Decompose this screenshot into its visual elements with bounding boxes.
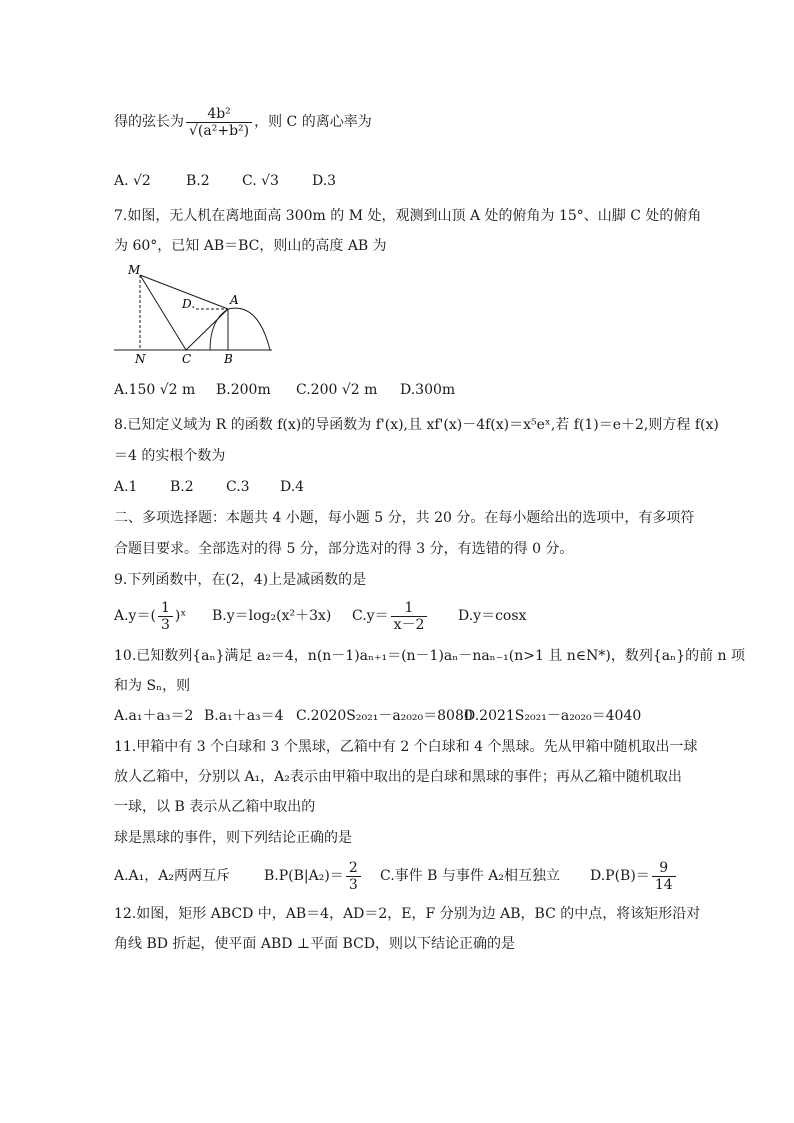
q10-option-b: B.a₁＋a₃＝4 [204, 708, 284, 724]
q10-options [114, 706, 641, 726]
label-b: B [224, 352, 233, 366]
q11-line2: 放人乙箱中，分别以 A₁，A₂表示由甲箱中取出的是白球和黑球的事件；再从乙箱中随机取出 [114, 769, 682, 785]
q11-d-num: 9 [659, 859, 669, 876]
q9-a-post: )ˣ [174, 608, 187, 624]
q11-b-frac [346, 860, 361, 893]
q11-b-pre: B.P(B|A₂)＝ [264, 868, 344, 884]
q11-line1: 11.甲箱中有 3 个白球和 3 个黑球，乙箱中有 2 个白球和 4 个黑球。先从甲箱中随机取出一球 [114, 739, 698, 755]
q9-a-pre: A.y＝( [114, 608, 156, 624]
mc-line [140, 275, 186, 350]
q9-option-c [352, 598, 458, 634]
q6-option-a: A. √2 [114, 173, 151, 189]
q7-option-b: B.200m [216, 382, 271, 398]
q7-line2: 为 60°，已知 AB＝BC，则山的高度 AB 为 [114, 238, 387, 254]
q9-a-num: 1 [160, 599, 170, 616]
q7-option-d: D.300m [400, 382, 456, 398]
q6-options [114, 171, 336, 191]
q11-option-c: C.事件 B 与事件 A₂相互独立 [380, 868, 561, 884]
q7-option-c: C.200 √2 m [296, 382, 378, 398]
q8-options [114, 477, 304, 497]
q7-figure [110, 262, 280, 366]
q12-line1: 12.如图，矩形 ABCD 中，AB＝4，AD＝2，E，F 分别为边 AB，BC 的中点，将该矩形沿对 [114, 906, 701, 922]
section2-line1: 二、多项选择题：本题共 4 小题，每小题 5 分，共 20 分。在每小题给出的选项中，有多项符 [114, 510, 695, 526]
q11-b-den: 3 [346, 876, 361, 893]
q11-d-frac [652, 860, 676, 893]
q9-a-frac [158, 600, 173, 633]
q10-option-a: A.a₁＋a₃＝2 [114, 708, 194, 724]
q10-line1: 10.已知数列{aₙ}满足 a₂＝4，n(n－1)aₙ₊₁＝(n－1)aₙ－naₙ₋₁(n>1 且 n∈N*)，数列{aₙ}的前 n 项 [114, 648, 745, 664]
q11-option-d [590, 858, 678, 894]
label-a: A [230, 293, 239, 307]
q11-d-den: 14 [652, 876, 676, 893]
q8-option-a: A.1 [114, 479, 138, 495]
q6-frac-num: 4b² [207, 105, 231, 122]
q11-b-num: 2 [348, 859, 358, 876]
q11-line3: 一球，以 B 表示从乙箱中取出的 [114, 799, 316, 815]
section2-line2: 合题目要求。全部选对的得 5 分，部分选对的得 3 分，有选错的得 0 分。 [114, 541, 574, 557]
q9-c-pre: C.y＝ [352, 608, 389, 624]
q10-option-c: C.2020S₂₀₂₁－a₂₀₂₀＝8080 [296, 708, 473, 724]
label-c: C [182, 352, 192, 366]
q8-option-c: C.3 [226, 479, 250, 495]
q9-c-frac [391, 600, 428, 633]
mountain-curve [210, 308, 270, 350]
q8-line2: ＝4 的实根个数为 [114, 448, 226, 464]
label-n: N [135, 352, 146, 366]
q11-options [114, 858, 678, 894]
label-m: M [128, 263, 141, 277]
q10-option-d: D.2021S₂₀₂₁－a₂₀₂₀＝4040 [464, 708, 642, 724]
q6-stem [114, 104, 372, 140]
q10-line2: 和为 Sₙ，则 [114, 678, 191, 694]
q11-option-b [264, 858, 380, 894]
q9-c-num: 1 [404, 599, 414, 616]
q7-options [114, 380, 455, 400]
q11-d-pre: D.P(B)＝ [590, 868, 650, 884]
q12-line2: 角线 BD 折起，使平面 ABD ⊥平面 BCD，则以下结论正确的是 [114, 936, 516, 952]
q6-suffix: ，则 C 的离心率为 [254, 114, 372, 130]
q9-option-a [114, 598, 212, 634]
q9-option-d: D.y＝cosx [458, 608, 527, 624]
q6-prefix: 得的弦长为 [114, 114, 184, 130]
q6-option-b: B.2 [186, 173, 210, 189]
q9-options [114, 598, 526, 634]
q6-frac-den: √(a²+b²) [186, 122, 252, 139]
q8-option-d: D.4 [280, 479, 305, 495]
ca-line [186, 309, 228, 350]
q7-option-a: A.150 √2 m [114, 382, 196, 398]
q9-a-den: 3 [158, 616, 173, 633]
q11-option-a: A.A₁，A₂两两互斥 [114, 868, 231, 884]
q6-option-d: D.3 [312, 173, 337, 189]
q11-line4: 球是黑球的事件，则下列结论正确的是 [114, 830, 352, 846]
q9-option-b: B.y＝log₂(x²＋3x) [212, 608, 332, 624]
q8-option-b: B.2 [170, 479, 194, 495]
q9-c-den: x－2 [391, 616, 428, 633]
q8-line1: 8.已知定义域为 R 的函数 f(x)的导函数为 f'(x),且 xf'(x)－4f(x)＝x⁵eˣ,若 f(1)＝e＋2,则方程 f(x) [114, 417, 719, 433]
label-d: D. [182, 297, 196, 311]
q6-option-c: C. √3 [242, 173, 279, 189]
q6-fraction [186, 106, 252, 139]
q9-stem: 9.下列函数中，在(2，4)上是减函数的是 [114, 572, 367, 588]
q7-line1: 7.如图，无人机在离地面高 300m 的 M 处，观测到山顶 A 处的俯角为 15°、山脚 C 处的俯角 [114, 208, 702, 224]
